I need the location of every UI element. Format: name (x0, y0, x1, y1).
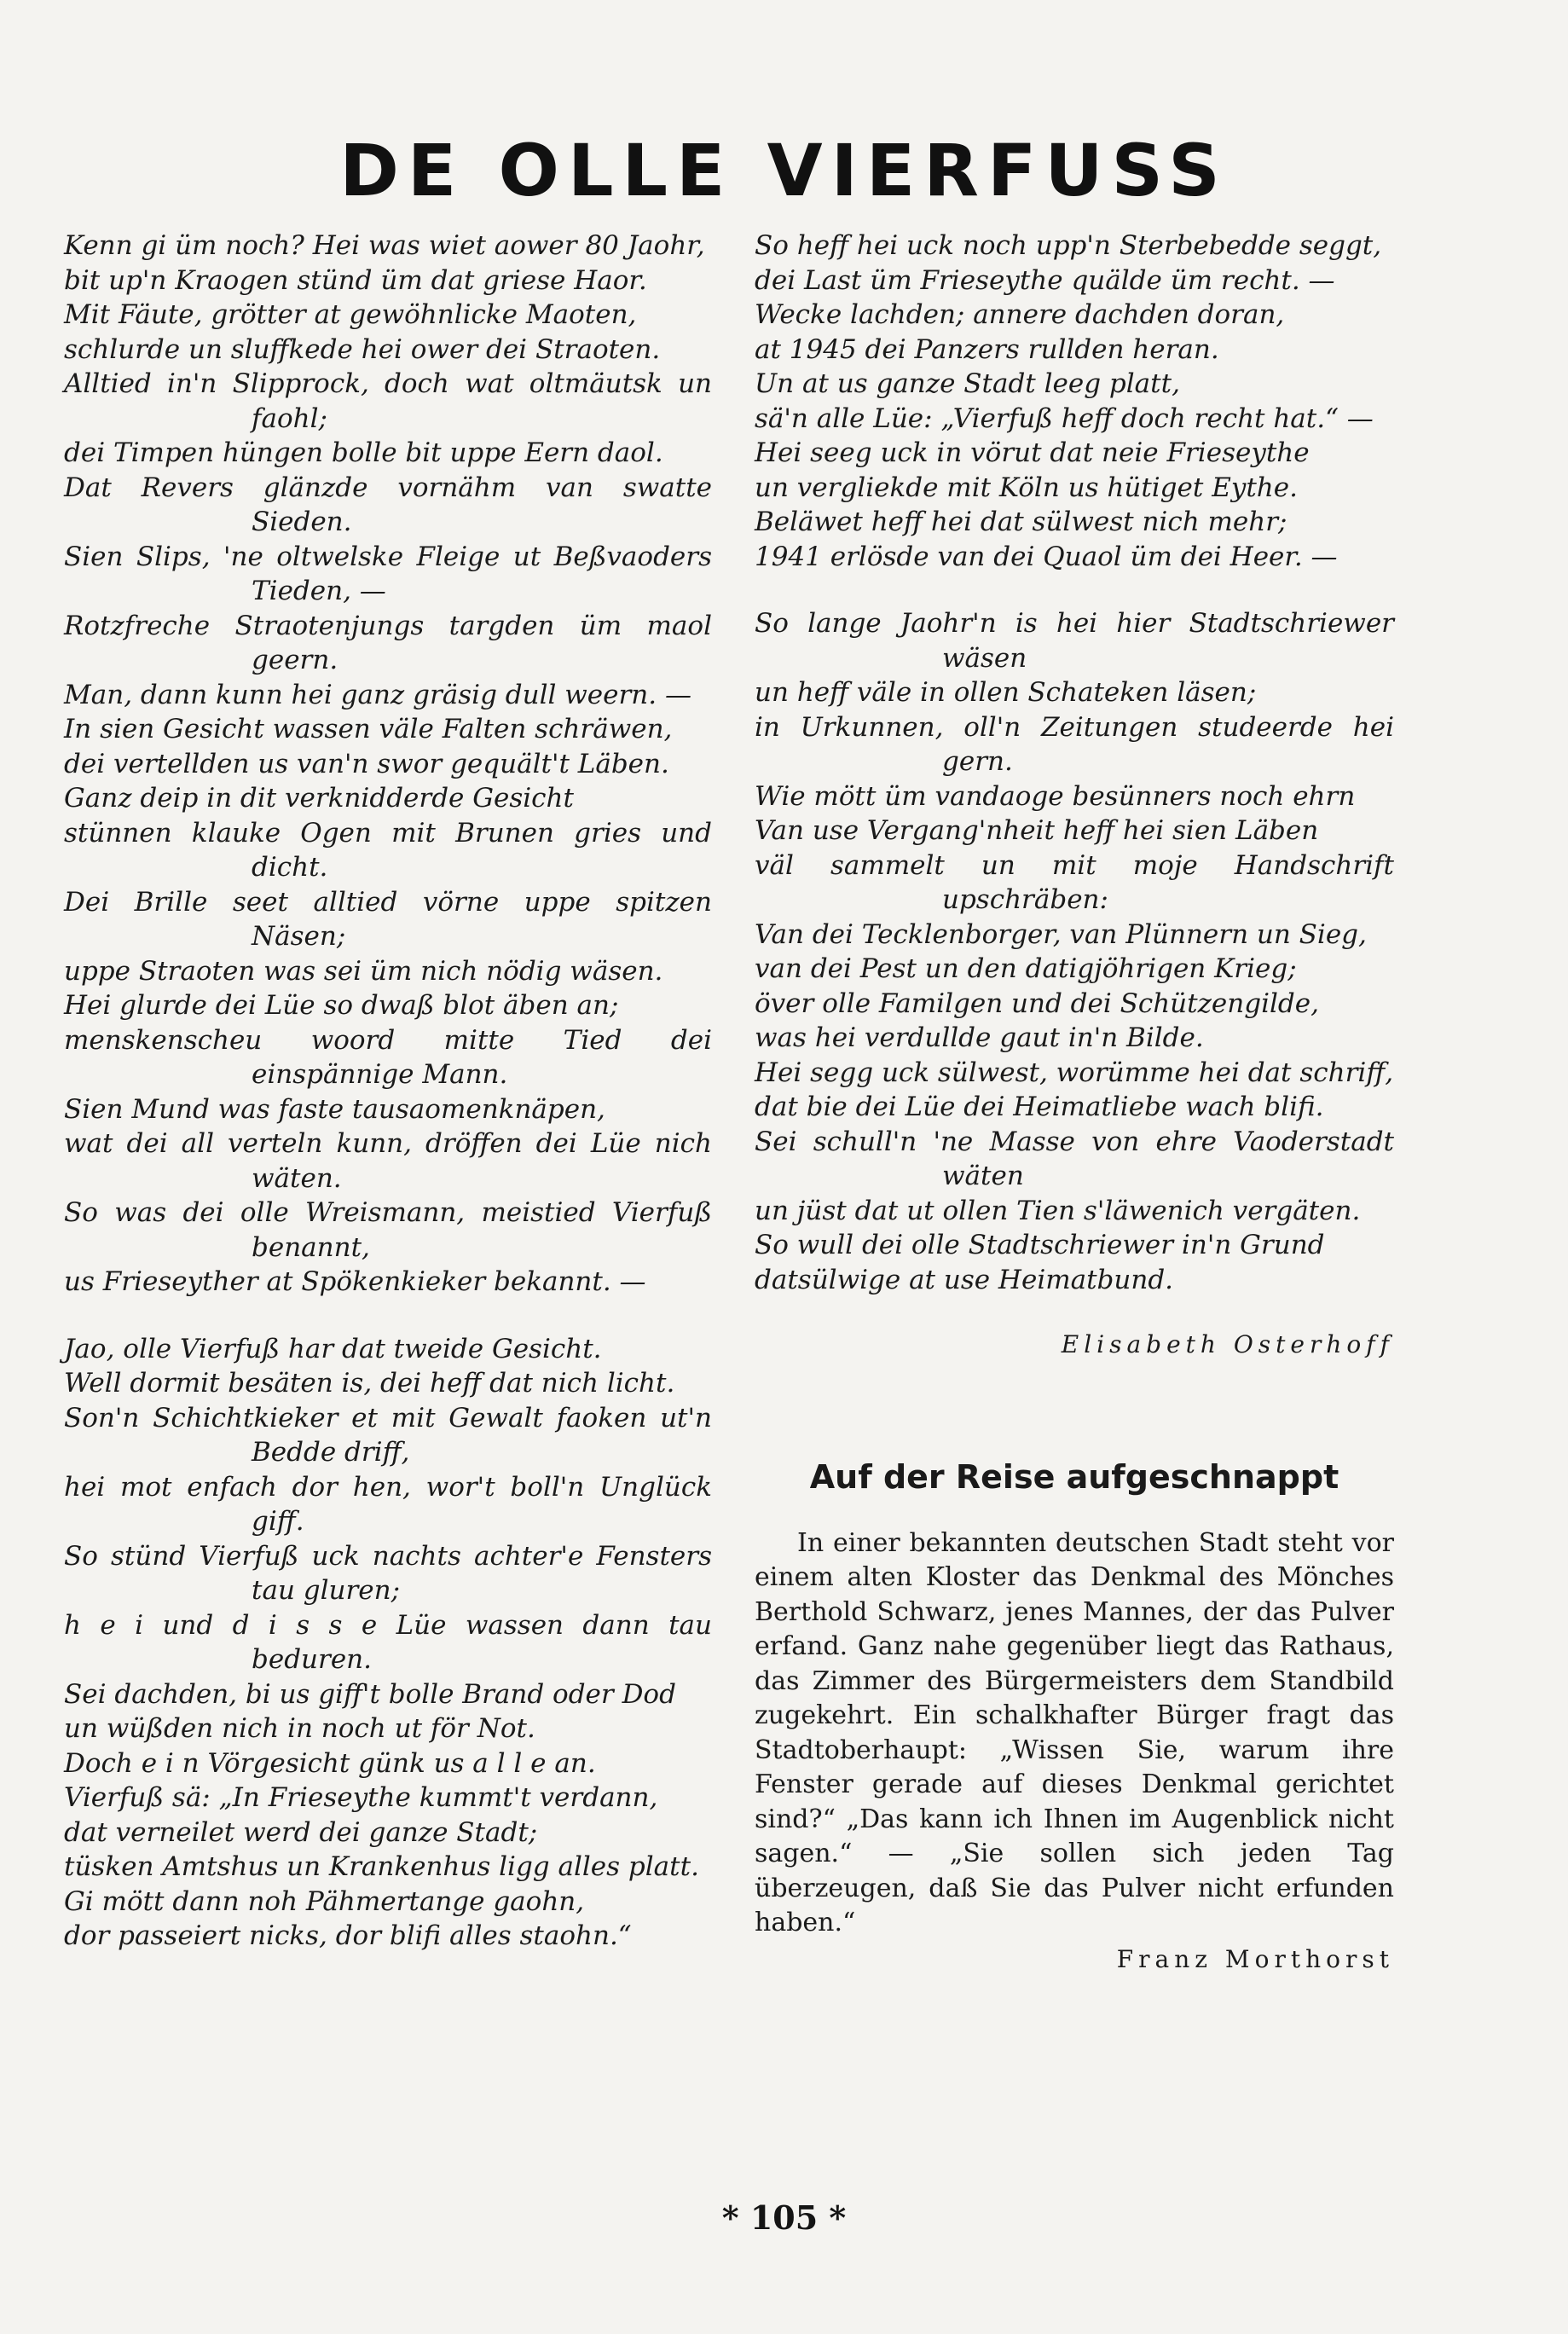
poem-line: us Frieseyther at Spökenkieker bekannt. — (64, 1266, 646, 1297)
poem-line: Alltied in'n Slipprock, doch wat oltmäutsk un faohl; (64, 368, 712, 434)
poem-line: Beläwet heff hei dat sülwest nich mehr; (755, 507, 1287, 537)
poem-line: dei vertellden us van'n swor gequält't Läben. (64, 748, 669, 779)
poem-line: So heff hei uck noch upp'n Sterbebedde seggt, (755, 230, 1382, 261)
poem-line: datsülwige at use Heimatbund. (755, 1264, 1174, 1295)
poem-line: uppe Straoten was sei üm nich nödig wäsen. (64, 955, 663, 987)
poem-line: Wie mött üm vandaoge besünners noch ehrn (755, 780, 1356, 812)
anecdote-title: Auf der Reise aufgeschnappt (809, 1457, 1339, 1496)
anecdote-author: Franz Morthorst (1116, 1944, 1394, 1973)
poem-stanza (64, 229, 712, 1300)
poem-line: un jüst dat ut ollen Tien s'läwenich vergäten. (755, 1195, 1361, 1226)
poem-line: över olle Familgen und dei Schützengilde, (755, 987, 1319, 1019)
poem-line: un wüßden nich in noch ut för Not. (64, 1713, 535, 1744)
poem-line: Jao, olle Vierfuß har dat tweide Gesicht. (64, 1333, 602, 1364)
poem-line: Ganz deip in dit verknidderde Gesicht (64, 783, 574, 814)
poem-line: Van use Vergang'nheit heff hei sien Läben (755, 815, 1319, 846)
poem-line: un heff väle in ollen Schateken läsen; (755, 677, 1257, 708)
poem-line: Doch e i n Vörgesicht günk us a l l e an. (64, 1747, 596, 1779)
poem-line: schlurde un sluffkede hei ower dei Straoten. (64, 333, 661, 365)
poem-line: Un at us ganze Stadt leeg platt, (755, 368, 1180, 399)
poem-line: So wull dei olle Stadtschriewer in'n Grund (755, 1230, 1325, 1260)
poem-line: dor passeiert nicks, dor blifi alles staohn.“ (64, 1920, 632, 1951)
page-title: DE OLLE VIERFUSS (339, 129, 1229, 212)
poem-line: dat verneilet werd dei ganze Stadt; (64, 1816, 538, 1848)
poem-line: dei Timpen hüngen bolle bit uppe Eern daol. (64, 437, 663, 468)
page-number: * 105 * (721, 2198, 847, 2237)
poem-line: Kenn gi üm noch? Hei was wiet aower 80 Jaohr, (64, 230, 705, 261)
poem-line: väl sammelt un mit moje Handschrift upschräben: (755, 849, 1394, 915)
poem-line: van dei Pest un den datigjöhrigen Krieg; (755, 953, 1297, 984)
poem-line: menskenscheu woord mitte Tied dei einspännige Mann. (64, 1024, 712, 1090)
poem-line: dat bie dei Lüe dei Heimatliebe wach blifi. (755, 1092, 1324, 1122)
poem-line: bit up'n Kraogen stünd üm dat griese Haor. (64, 264, 647, 296)
poem-line: Man, dann kunn hei ganz gräsig dull weern. — (64, 679, 691, 710)
poem-line: 1941 erlösde van dei Quaol üm dei Heer. — (755, 541, 1338, 572)
poem-line: Hei seeg uck in vörut dat neie Frieseythe (755, 437, 1310, 468)
poem-line: In sien Gesicht wassen väle Falten schräwen, (64, 714, 673, 744)
poem-line: un vergliekde mit Köln us hütiget Eythe. (755, 472, 1298, 503)
poem-line: Sei schull'n 'ne Masse von ehre Vaoderstadt wäten (755, 1126, 1394, 1191)
poem-right-column (755, 229, 1394, 1977)
poem-line: dei Last üm Frieseythe quälde üm recht. — (755, 264, 1335, 296)
poem-author: Elisabeth Osterhoff (1061, 1330, 1394, 1358)
poem-line: hei mot enfach dor hen, wor't boll'n Unglück giff. (64, 1471, 712, 1537)
poem-line: Wecke lachden; annere dachden doran, (755, 299, 1285, 330)
poem-line: stünnen klauke Ogen mit Brunen gries und dicht. (64, 817, 712, 883)
poem-line: sä'n alle Lüe: „Vierfuß heff doch recht hat.“ — (755, 403, 1374, 434)
poem-line: Mit Fäute, grötter at gewöhnlicke Maoten, (64, 299, 637, 330)
anecdote-text: In einer bekannten deutschen Stadt steht vor einem alten Kloster das Denkmal des Mönches Berthold Schwarz, jenes Mannes, der das Pulver erfand. Ganz nahe gegenüber liegt das Rathaus, das Zimmer des Bürgermeisters dem Standbild zugekehrt. Ein schalkhafter Bürger fragt das Stadtoberhaupt: „Wissen Sie, warum ihre Fenster gerade auf dieses Denkmal gerichtet sind?“ „Das kann ich Ihnen im Augenblick nicht sagen.“ — „Sie sollen sich jeden Tag überzeugen, daß Sie das Pulver nicht erfunden haben.“ (755, 1527, 1394, 1937)
poem-line: So lange Jaohr'n is hei hier Stadtschriewer wäsen (755, 608, 1394, 674)
poem-line: Dei Brille seet alltied vörne uppe spitzen Näsen; (64, 886, 712, 952)
poem-line: Hei glurde dei Lüe so dwaß blot äben an; (64, 990, 619, 1021)
poem-line: h e i und d i s s e Lüe wassen dann tau beduren. (64, 1609, 712, 1675)
poem-line: Rotzfreche Straotenjungs targden üm maol geern. (64, 610, 712, 675)
poem-line: in Urkunnen, oll'n Zeitungen studeerde hei gern. (755, 711, 1394, 777)
poem-line: tüsken Amtshus un Krankenhus ligg alles platt. (64, 1851, 699, 1882)
poem-stanza (755, 606, 1394, 1297)
poem-line: at 1945 dei Panzers rullden heran. (755, 333, 1219, 365)
poem-line: Son'n Schichtkieker et mit Gewalt faoken ut'n Bedde driff, (64, 1402, 712, 1468)
poem-line: Dat Revers glänzde vornähm van swatte Sieden. (64, 472, 712, 537)
poem-stanza (755, 229, 1394, 574)
poem-line: wat dei all verteln kunn, dröffen dei Lüe nich wäten. (64, 1128, 712, 1194)
poem-left-column (64, 229, 712, 1954)
poem-line: Sien Mund was faste tausaomenknäpen, (64, 1093, 605, 1125)
poem-stanza (64, 1332, 712, 1954)
poem-line: Vierfuß sä: „In Frieseythe kummt't verdann, (64, 1782, 658, 1813)
poem-line: So stünd Vierfuß uck nachts achter'e Fensters tau gluren; (64, 1540, 712, 1606)
poem-line: Sei dachden, bi us giff't bolle Brand oder Dod (64, 1678, 676, 1710)
poem-line: Gi mött dann noh Pähmertange gaohn, (64, 1885, 585, 1917)
poem-line: Sien Slips, 'ne oltwelske Fleige ut Beßvaoders Tieden, — (64, 541, 712, 606)
poem-line: Well dormit besäten is, dei heff dat nich licht. (64, 1368, 675, 1399)
poem-line: was hei verdullde gaut in'n Bilde. (755, 1022, 1204, 1053)
poem-line: So was dei olle Wreismann, meistied Vierfuß benannt, (64, 1197, 712, 1263)
poem-line: Van dei Tecklenborger, van Plünnern un Sieg, (755, 918, 1367, 950)
poem-line: Hei segg uck sülwest, worümme hei dat schriff, (755, 1057, 1394, 1088)
